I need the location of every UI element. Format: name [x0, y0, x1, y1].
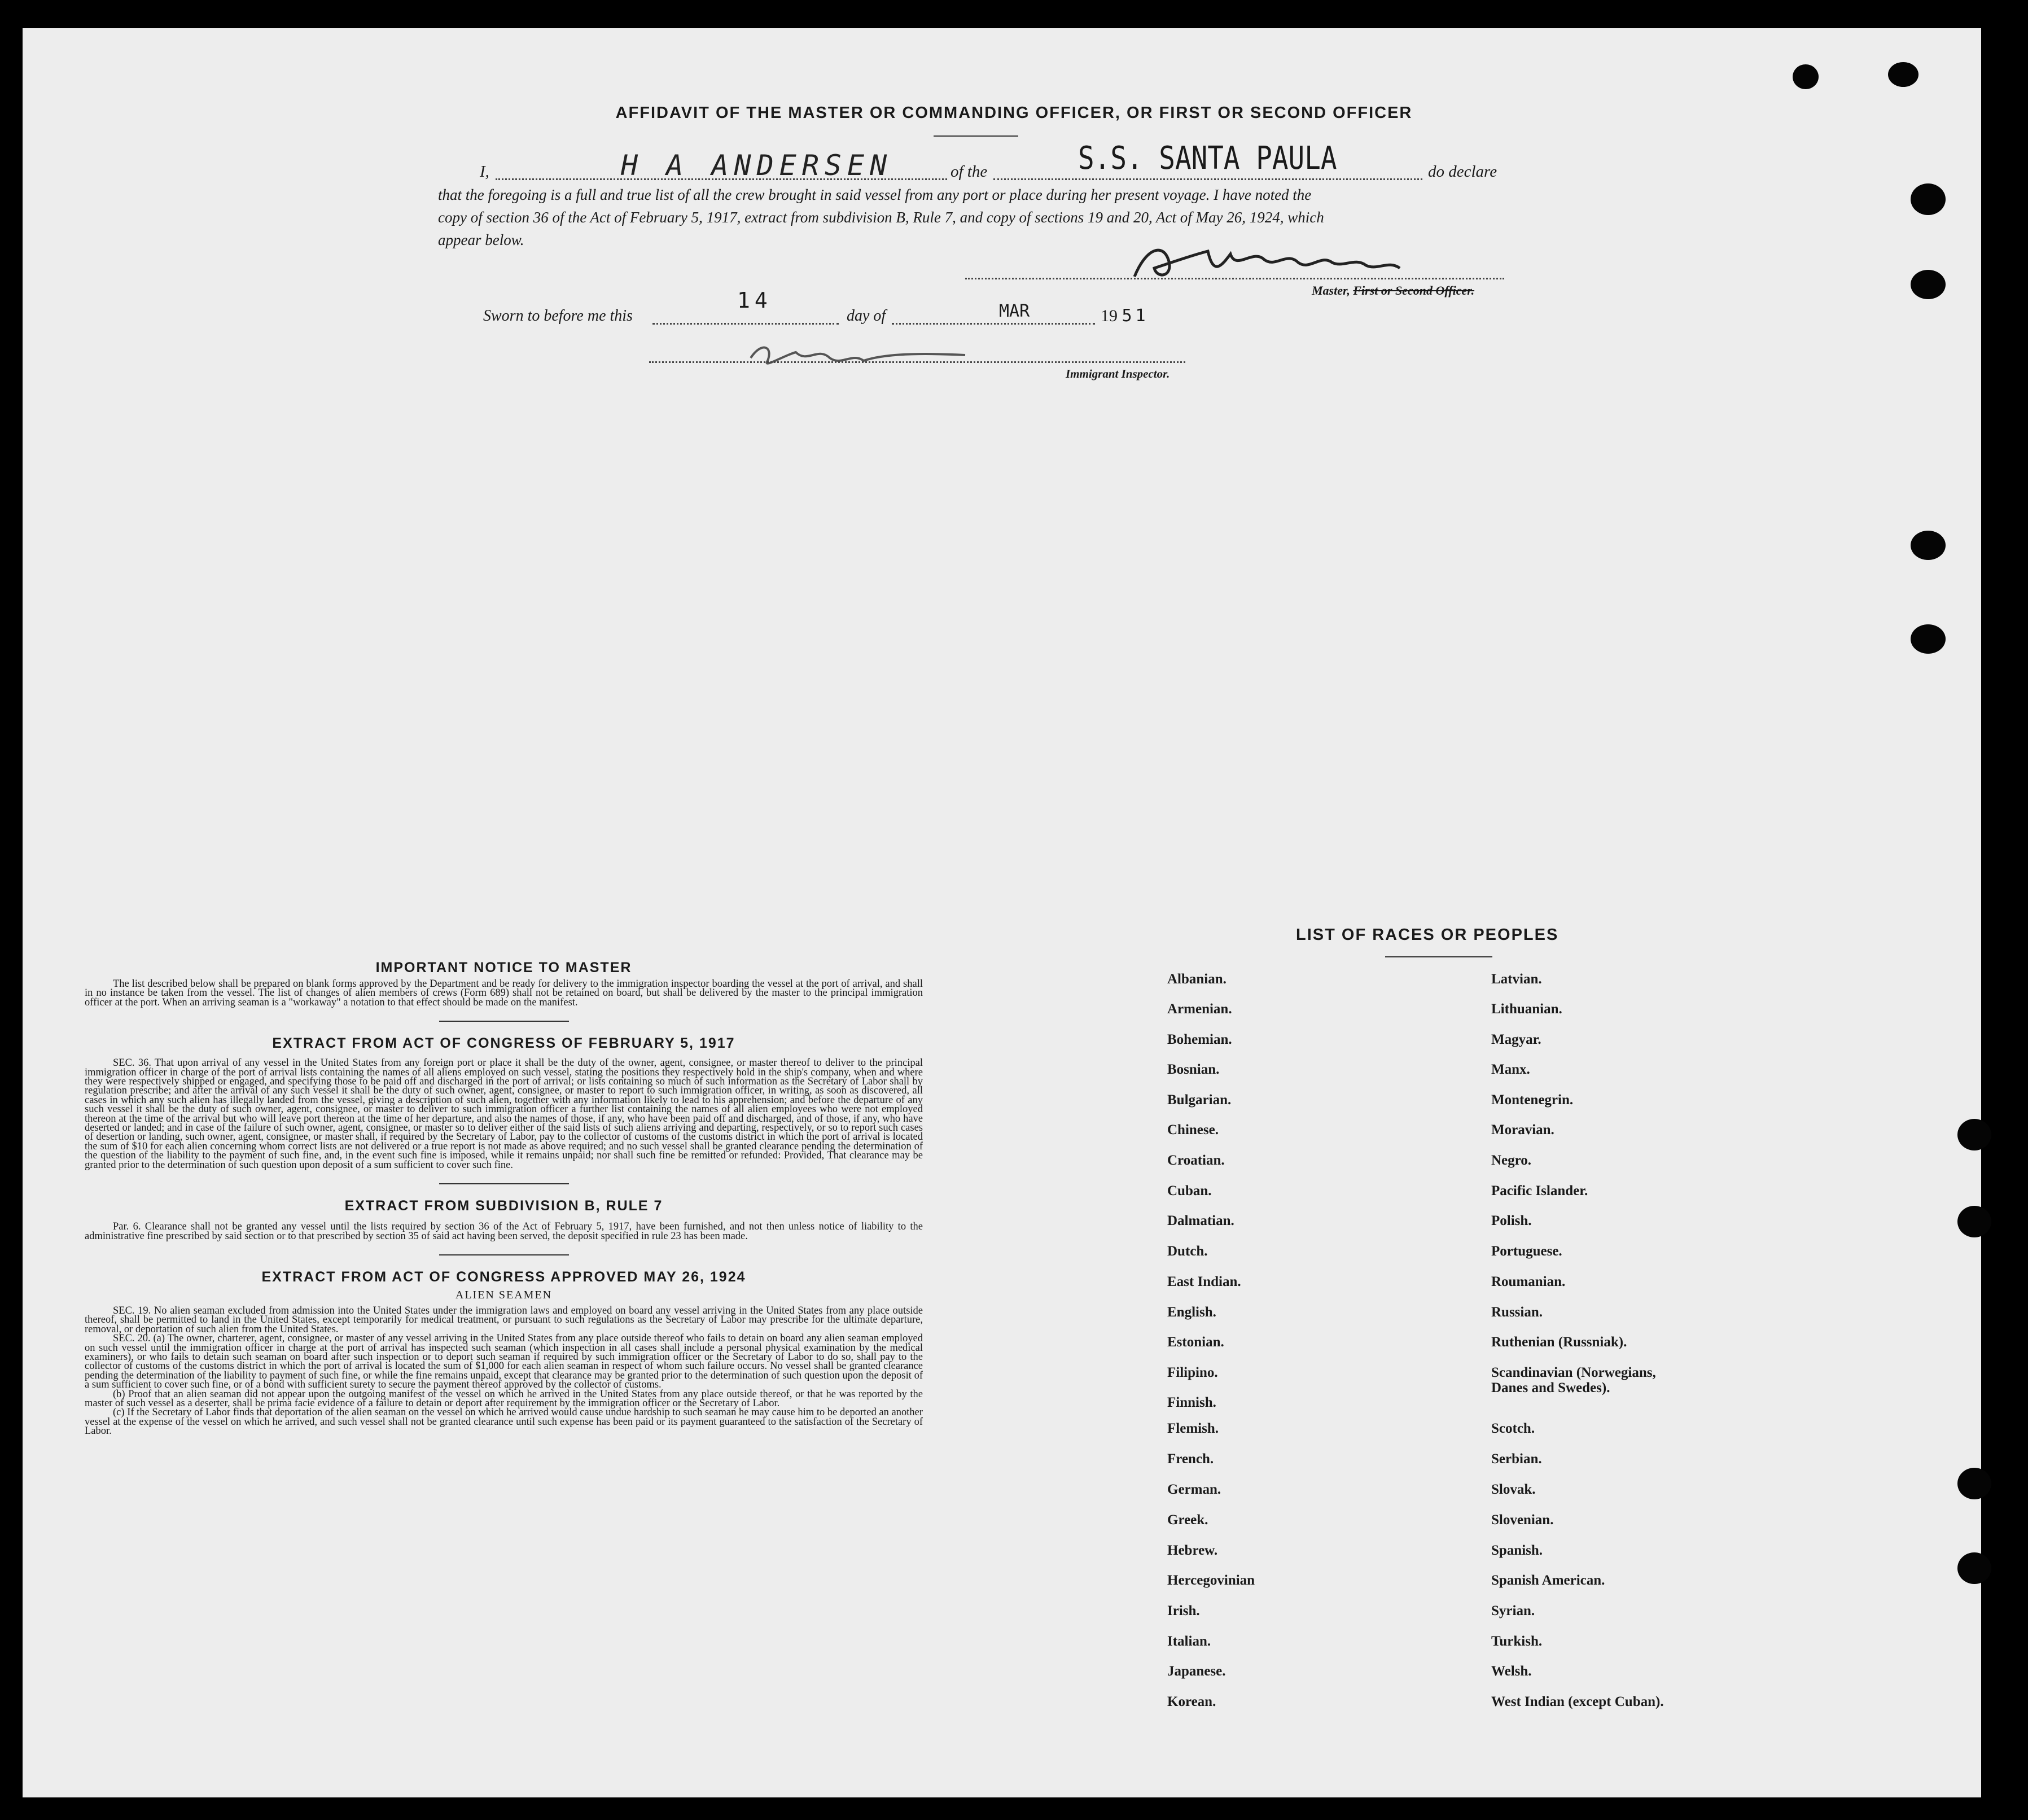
punch-hole: [1911, 624, 1946, 654]
affidavit-body-line-2: copy of section 36 of the Act of February 5, 1917, extract from subdivision B, Rule 7, and copy of sections 19 and 20, Act of May 26, 1924, which: [438, 209, 1324, 226]
punch-hole: [1957, 1206, 1991, 1237]
extract-rule7-text: Par. 6. Clearance shall not be granted any vessel until the lists required by section 36 of the Act of February 5, 1917, have been furnished, and not then unless notice of liability to the administrative fine prescribed by said section or to that prescribed by section 35 of said act having been served, the deposit specified in rule 23 has been made.: [85, 1221, 923, 1242]
extract-1924-sec20a: SEC. 20. (a) The owner, charterer, agent, consignee, or master of any vessel arriving in the United States from any place outside thereof who fails to detain on board any alien seaman employed on such vessel until the immigration officer in charge at the port of arrival has inspected such seaman (which inspection in all cases shall include a personal physical examination by the medical examiners), or who fails to detain such seaman on board after such inspection or to deport such seaman if required by such immigration officer or the Secretary of Labor to do so, shall pay to the collector of customs of the customs district in which the port of arrival is located the sum of $1,000 for each alien seaman in respect of whom such failure occurs. No vessel shall be granted clearance pending the determination of the liability to payment of such fine, or while the fine remains unpaid, except that clearance may be granted prior to the determination of such question upon the deposit of a sum sufficient to cover such fine, or of a bond with sufficient surety to secure the payment thereof approved by the collector of customs.: [85, 1333, 923, 1391]
race-item: English.: [1167, 1305, 1216, 1320]
race-item: East Indian.: [1167, 1274, 1241, 1289]
extract-1924-subtitle: ALIEN SEAMEN: [455, 1288, 553, 1301]
sworn-month: MAR: [999, 301, 1030, 321]
master-caption-label: Master,: [1312, 283, 1350, 298]
race-item: Polish.: [1491, 1213, 1532, 1228]
sworn-year: [1101, 306, 1149, 326]
race-item: Irish.: [1167, 1603, 1200, 1618]
divider: [439, 1254, 569, 1255]
vessel-stamp: S.S. SANTA PAULA: [1078, 140, 1337, 177]
notice-title: IMPORTANT NOTICE TO MASTER: [375, 960, 632, 975]
punch-hole: [1957, 1468, 1991, 1499]
sworn-day-line: [652, 323, 839, 325]
race-item: Dalmatian.: [1167, 1213, 1234, 1228]
inspector-signature: [739, 335, 976, 375]
punch-hole: [1911, 183, 1946, 215]
race-item: Portuguese.: [1491, 1244, 1562, 1259]
master-name-handwritten: H A ANDERSEN: [621, 149, 893, 182]
punch-hole: [1911, 270, 1946, 299]
race-item: Armenian.: [1167, 1001, 1232, 1017]
inspector-caption: Immigrant Inspector.: [1066, 367, 1170, 380]
race-item: Greek.: [1167, 1512, 1208, 1528]
race-item: Syrian.: [1491, 1603, 1535, 1618]
race-item: Scotch.: [1491, 1421, 1535, 1436]
vessel-line: [993, 178, 1422, 180]
race-item: Slovak.: [1491, 1482, 1536, 1497]
race-item: French.: [1167, 1451, 1214, 1467]
affidavit-body-line-1: that the foregoing is a full and true list of all the crew brought in said vessel from any port or place during her present voyage. I have noted the: [438, 186, 1312, 203]
master-signature: [1123, 237, 1473, 288]
master-caption-struck: First or Second Officer.: [1353, 283, 1475, 298]
punch-hole: [1793, 64, 1819, 89]
race-item: Pacific Islander.: [1491, 1183, 1588, 1198]
race-item: West Indian (except Cuban).: [1491, 1694, 1664, 1709]
divider: [439, 1183, 569, 1184]
race-item: Spanish.: [1491, 1543, 1543, 1558]
punch-hole: [1957, 1119, 1991, 1150]
races-title: LIST OF RACES OR PEOPLES: [1296, 926, 1559, 944]
race-item: Bulgarian.: [1167, 1092, 1232, 1108]
race-item: Flemish.: [1167, 1421, 1219, 1436]
race-item: Negro.: [1491, 1153, 1532, 1168]
race-item: Bohemian.: [1167, 1032, 1232, 1047]
extract-1924-title: EXTRACT FROM ACT OF CONGRESS APPROVED MAY 26, 1924: [261, 1268, 746, 1285]
divider: [439, 1021, 569, 1022]
extract-1924-sec19: SEC. 19. No alien seaman excluded from admission into the United States under the immigration laws and employed on board any vessel arriving in the United States from any place outside thereof, shall be permitted to land in the United States, except temporarily for medical treatment, or pursuant to such regulations as the Secretary of Labor may prescribe for the ultimate departure, removal, or deportation of such alien from the United States.: [85, 1305, 923, 1335]
master-caption: [1312, 283, 1474, 298]
race-item: Hebrew.: [1167, 1543, 1218, 1558]
sworn-month-line: [892, 323, 1095, 325]
race-item: Manx.: [1491, 1062, 1530, 1077]
year-prefix: 19: [1101, 307, 1118, 325]
affidavit-title: AFFIDAVIT OF THE MASTER OR COMMANDING OFFICER, OR FIRST OR SECOND OFFICER: [615, 104, 1413, 122]
document-page: [23, 28, 1981, 1797]
punch-hole: [1957, 1552, 1991, 1584]
race-item: Cuban.: [1167, 1183, 1212, 1198]
race-item: Montenegrin.: [1491, 1092, 1574, 1108]
legal-column: [85, 960, 923, 1436]
i-label: I,: [480, 163, 489, 181]
notice-text: The list described below shall be prepared on blank forms approved by the Department and be ready for delivery to the immigration inspector boarding the vessel at the port of arrival, and shall in no instance be taken from the vessel. The list of changes of alien members of crews (Form 689) shall not be retained on board, but shall be delivered by the master to the principal immigration officer at the port. When an arriving seaman is a "workaway" a notation to that effect should be made on the manifest.: [85, 978, 923, 1008]
extract-1924-sec20c: (c) If the Secretary of Labor finds that deportation of the alien seaman on the vessel on which he arrived would cause undue hardship to such seaman he may cause him to be deported an another vessel at the expense of the vessel on which he arrived, and such vessel shall not be granted clearance until such expense has been paid or its payment guaranteed to the satisfaction of the Secretary of Labor.: [85, 1407, 923, 1437]
race-item: Slovenian.: [1491, 1512, 1554, 1528]
do-declare-label: do declare: [1428, 163, 1497, 181]
race-item: Albanian.: [1167, 972, 1227, 987]
race-item: Roumanian.: [1491, 1274, 1566, 1289]
day-of-label: day of: [847, 307, 886, 325]
race-item: German.: [1167, 1482, 1221, 1497]
race-item: Spanish American.: [1491, 1573, 1605, 1588]
race-item: Korean.: [1167, 1694, 1216, 1709]
divider: [1385, 956, 1492, 957]
of-the-label: of the: [951, 163, 988, 181]
race-item: Magyar.: [1491, 1032, 1541, 1047]
race-item: Russian.: [1491, 1305, 1543, 1320]
race-item: Ruthenian (Russniak).: [1491, 1335, 1627, 1350]
race-item: Croatian.: [1167, 1153, 1225, 1168]
race-item: Turkish.: [1491, 1634, 1543, 1649]
race-item: Japanese.: [1167, 1664, 1226, 1679]
punch-hole: [1911, 531, 1946, 560]
race-item: Italian.: [1167, 1634, 1211, 1649]
extract-1917-title: EXTRACT FROM ACT OF CONGRESS OF FEBRUARY 5, 1917: [272, 1035, 735, 1052]
race-item: Welsh.: [1491, 1664, 1532, 1679]
inspector-signature-line: [649, 361, 1185, 363]
race-item: Moravian.: [1491, 1122, 1554, 1138]
extract-rule7-title: EXTRACT FROM SUBDIVISION B, RULE 7: [344, 1198, 663, 1214]
race-item: Filipino.: [1167, 1365, 1218, 1380]
race-item: Estonian.: [1167, 1335, 1224, 1350]
race-item: Scandinavian (Norwegians, Danes and Swedes).: [1491, 1365, 1656, 1395]
race-item: Dutch.: [1167, 1244, 1208, 1259]
race-item: Latvian.: [1491, 972, 1542, 987]
sworn-label: Sworn to before me this: [483, 307, 633, 325]
race-item: Bosnian.: [1167, 1062, 1220, 1077]
master-signature-line: [965, 278, 1504, 279]
race-item: Hercegovinian: [1167, 1573, 1255, 1588]
sworn-day: 14: [737, 288, 772, 313]
year-suffix: 51: [1122, 306, 1149, 326]
race-item: Lithuanian.: [1491, 1001, 1562, 1017]
race-item: Chinese.: [1167, 1122, 1219, 1138]
extract-1924-sec20b: (b) Proof that an alien seaman did not appear upon the outgoing manifest of the vessel on which he arrived in the United States from any place outside thereof, or that he was reported by the master of such vessel as a deserter, shall be prima facie evidence of a failure to detain or deport after requirement by the immigration officer or the Secretary of Labor.: [85, 1388, 923, 1409]
race-item: Finnish.: [1167, 1395, 1216, 1410]
race-item: Serbian.: [1491, 1451, 1542, 1467]
affidavit-body-line-3: appear below.: [438, 231, 524, 248]
punch-hole: [1888, 62, 1919, 87]
divider: [934, 135, 1018, 137]
extract-1917-text: SEC. 36. That upon arrival of any vessel in the United States from any foreign port or place it shall be the duty of the owner, agent, consignee, or master thereof to deliver to the principal immigration officer in charge of the port of arrival lists containing the names of all aliens employed on such vessel, stating the positions they respectively hold in the ship's company, when and where they were respectively shipped or engaged, and specifying those to be paid off and discharged in the port of arrival; or lists containing so much of such information as the Secretary of Labor shall by regulation prescribe; and after the arrival of any such vessel it shall be the duty of such owner, agent, consignee, or master to report to such immigration officer, in writing, as soon as discovered, all cases in which any such alien has illegally landed from the vessel, giving a description of such alien, together with any information likely to lead to his apprehension; and before the departure of any such vessel it shall be the duty of such owner, agent, consignee, or master to deliver to such immigration officer a further list containing the names of all alien employees who were not employed thereon at the time of the arrival but who will leave port thereon at the time of her departure, and also the names of those, if any, who have been paid off and discharged, and of those, if any, who have deserted or landed; and in case of the failure of such owner, agent, consignee, or master so to deliver either of the said lists of such aliens arriving and departing, respectively, or so to report such cases of desertion or landing, such owner, agent, consignee, or master shall, if required by the Secretary of Labor, pay to the collector of customs of the customs district in which the port of arrival is located the sum of $10 for each alien concerning whom correct lists are not delivered or a true report is not made as above required; and no such vessel shall be granted clearance pending the determination of the question of the liability to the payment of such fine, and, in the event such fine is imposed, while it remains unpaid; nor shall such fine be remitted or refunded: Provided, That clearance may be granted prior to the determination of such question upon deposit of a sum sufficient to cover such fine.: [85, 1057, 923, 1171]
